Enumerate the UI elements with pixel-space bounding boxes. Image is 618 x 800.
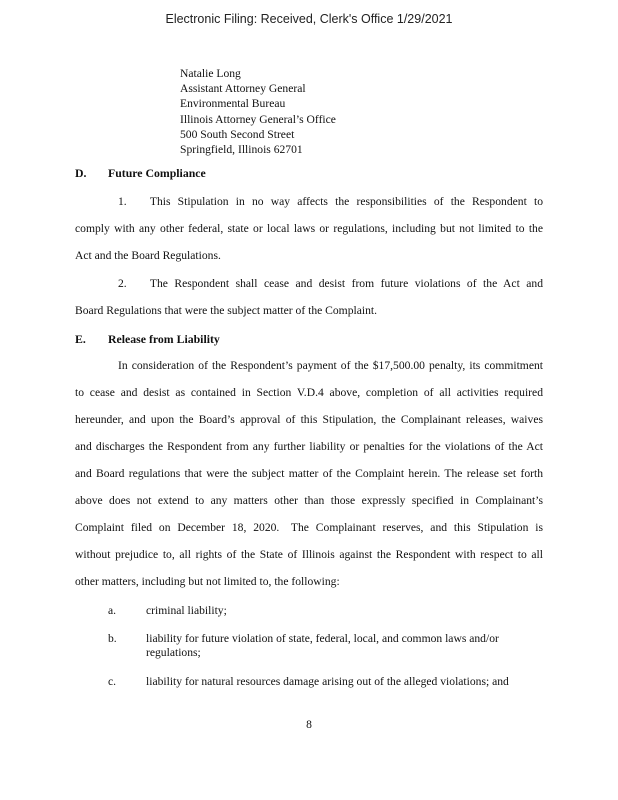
- paragraph-line: to cease and desist as contained in Section V.D.4 above, completion of all activities required: [75, 386, 543, 399]
- paragraph-line: Board Regulations that were the subject matter of the Complaint.: [75, 304, 378, 317]
- paragraph-line: comply with any other federal, state or local laws or regulations, including but not limited to the: [75, 222, 543, 235]
- page-number: 8: [306, 718, 312, 731]
- paragraph-line: other matters, including but not limited to, the following:: [75, 575, 340, 588]
- paragraph-line: In consideration of the Respondent’s payment of the $17,500.00 penalty, its commitment: [118, 359, 543, 372]
- list-item-text: liability for natural resources damage arising out of the alleged violations; and: [146, 675, 509, 688]
- filing-header: Electronic Filing: Received, Clerk's Office 1/29/2021: [165, 12, 453, 26]
- list-item-label: c.: [108, 675, 117, 688]
- paragraph-line: 1. This Stipulation in no way affects the responsibilities of the Respondent to: [118, 195, 543, 208]
- paragraph-line: and Board regulations that were the subject matter of the Complaint herein. The release set forth: [75, 467, 543, 480]
- list-item-text: liability for future violation of state, federal, local, and common laws and/or regulations;: [146, 632, 499, 659]
- section-e-title: Release from Liability: [108, 332, 220, 346]
- address-block: [180, 66, 336, 157]
- paragraph-line: and discharges the Respondent from any further liability or penalties for the violations of the Act: [75, 440, 543, 453]
- address-line: 500 South Second Street: [180, 127, 295, 141]
- paragraph-line: Act and the Board Regulations.: [75, 249, 221, 262]
- address-line: Environmental Bureau: [180, 97, 286, 111]
- address-line: Assistant Attorney General: [180, 82, 306, 96]
- paragraph-line: Complaint filed on December 18, 2020. The Complainant reserves, and this Stipulation is: [75, 521, 543, 534]
- list-item-text: criminal liability;: [146, 604, 227, 617]
- paragraph-line: without prejudice to, all rights of the State of Illinois against the Respondent with respect to all: [75, 548, 543, 561]
- paragraph-line: 2. The Respondent shall cease and desist from future violations of the Act and: [118, 277, 543, 290]
- paragraph-line: above does not extend to any matters other than those expressly specified in Complainant’s: [75, 494, 543, 507]
- list-item-label: b.: [108, 632, 117, 645]
- section-d-title: Future Compliance: [108, 166, 206, 180]
- section-d-letter: D.: [75, 166, 87, 180]
- address-line: Springfield, Illinois 62701: [180, 143, 303, 157]
- list-item-label: a.: [108, 604, 117, 617]
- address-line: Illinois Attorney General’s Office: [180, 112, 336, 126]
- section-e-letter: E.: [75, 332, 86, 346]
- address-line: Natalie Long: [180, 67, 241, 80]
- paragraph-line: hereunder, and upon the Board’s approval of this Stipulation, the Complainant releases, waives: [75, 413, 543, 426]
